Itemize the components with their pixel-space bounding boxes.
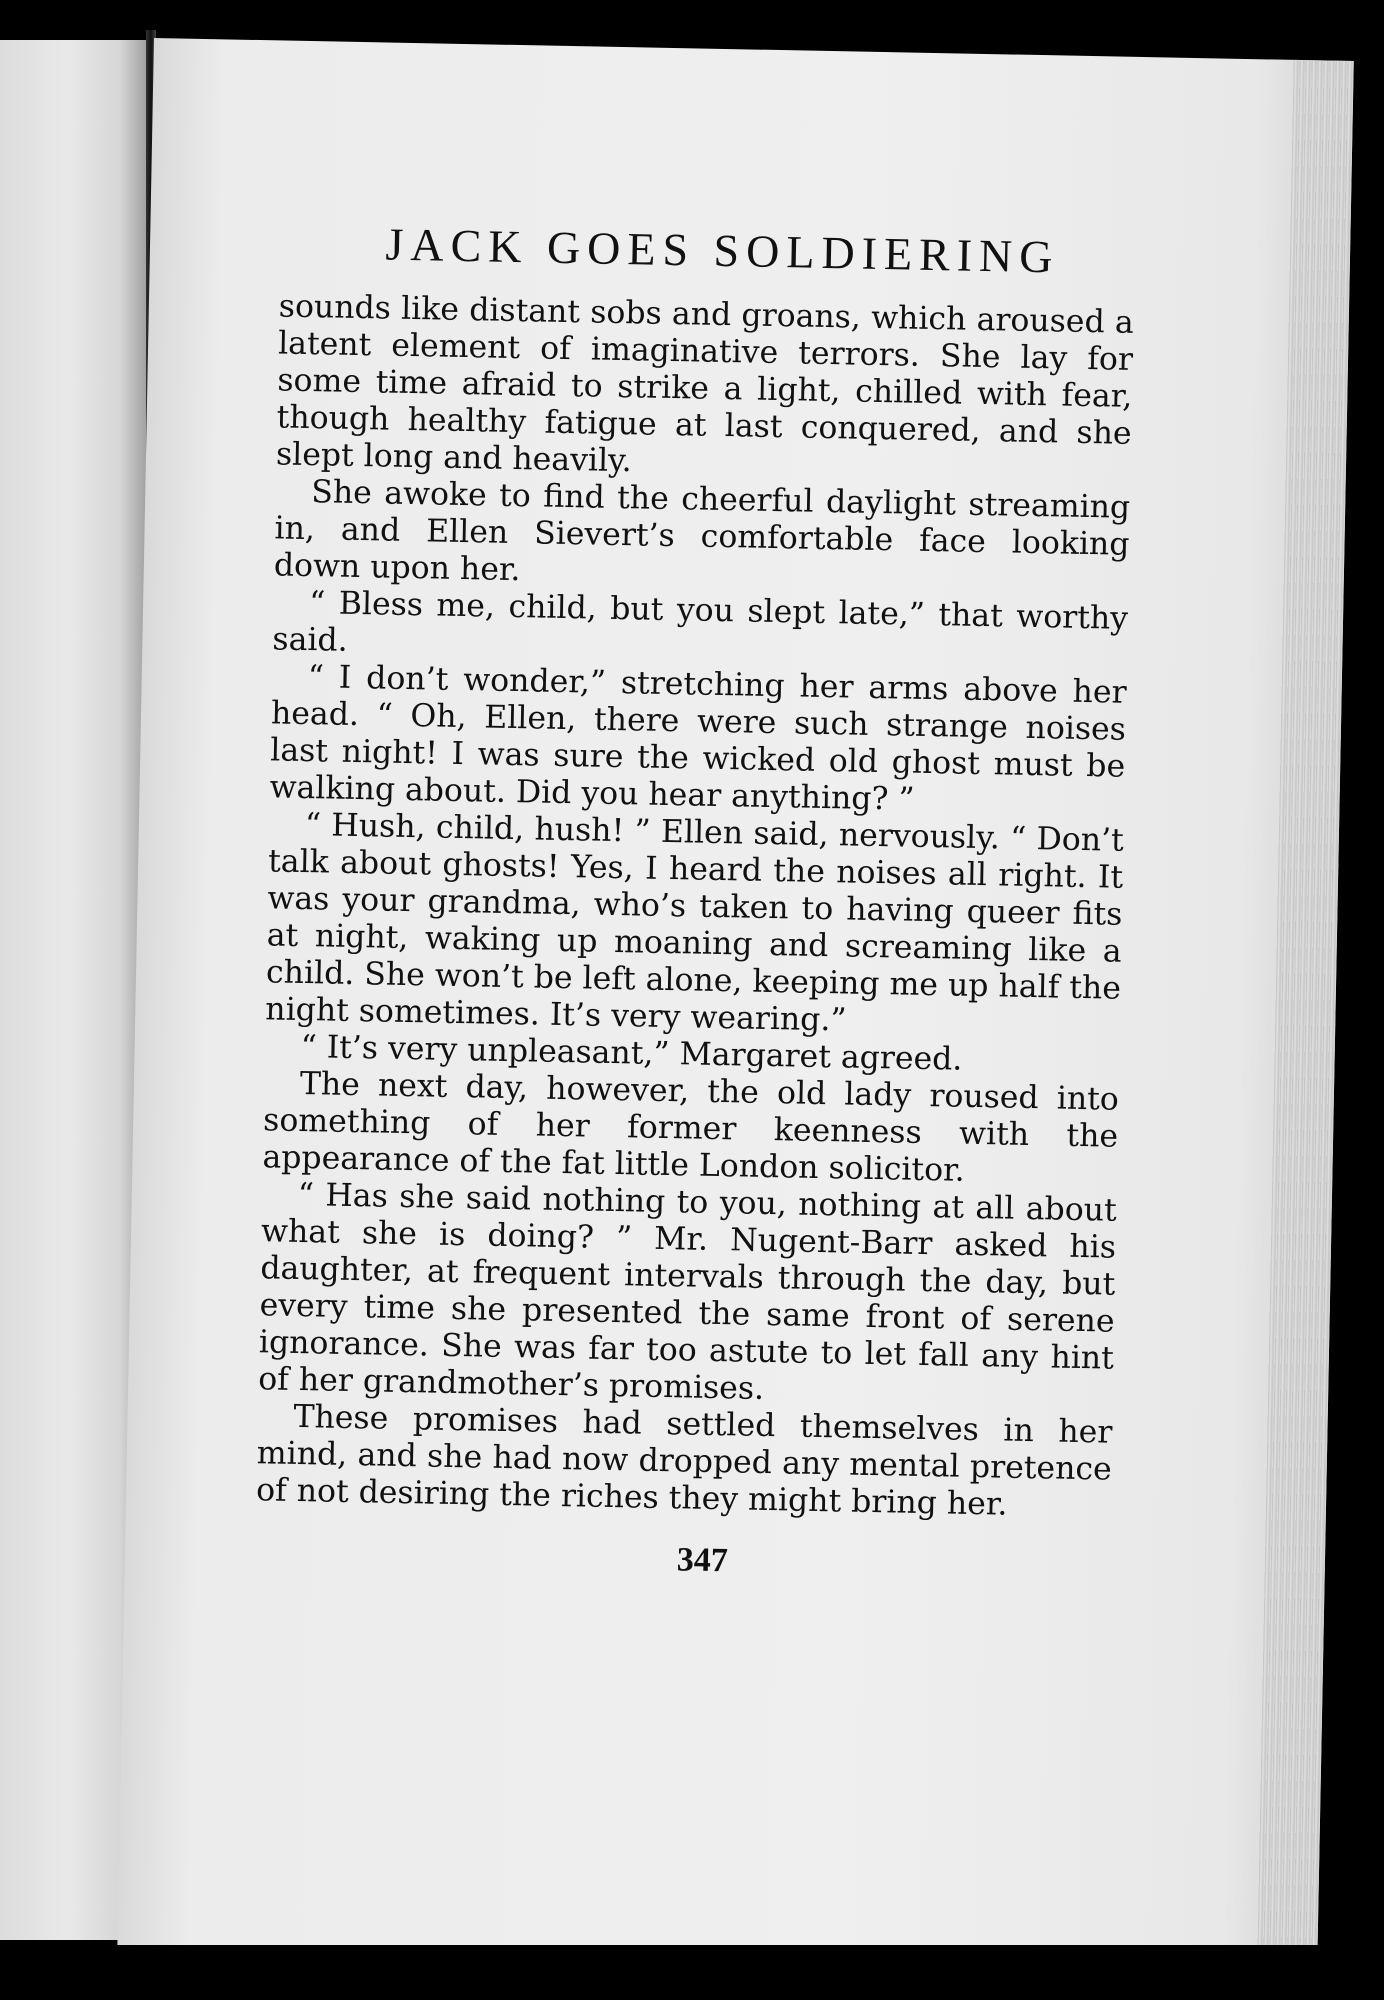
page-text-block — [255, 215, 1136, 1587]
paragraph-5: “ Hush, child, hush! ” Ellen said, nervously. “ Don’t talk about ghosts! Yes, I heard the noises all right. It was your grandma, who’s taken to having queer fits at night, waking up moaning and screaming like a child. She won’t be left alone, keeping me up half the night sometimes. It’s very wearing.” — [265, 807, 1125, 1039]
paragraph-3: “ Bless me, child, but you slept late,” that worthy said. — [272, 585, 1129, 659]
paragraph-2: She awoke to find the cheerful daylight streaming in, and Ellen Sievert’s comfortable face looking down upon her. — [273, 474, 1131, 589]
paragraph-7: The next day, however, the old lady roused into something of her former keenness with the appearance of the fat little London solicitor. — [262, 1065, 1120, 1189]
paragraph-4: “ I don’t wonder,” stretching her arms above her head. “ Oh, Ellen, there were such strange noises last night! I was sure the wicked old ghost must be walking about. Did you hear anything? ” — [269, 659, 1127, 818]
running-head: JACK GOES SOLDIERING — [385, 218, 1061, 283]
paragraph-9: These promises had settled themselves in her mind, and she had now dropped any mental pretence of not desiring the riches they might bring her. — [255, 1398, 1113, 1523]
book-page — [117, 38, 1354, 1976]
paragraph-1: sounds like distant sobs and groans, which aroused a latent element of imaginative terrors. She lay for some time afraid to strike a light, chilled with fear, though healthy fatigue at last conquered, and she slept long and heavily. — [275, 288, 1135, 480]
page-number: 347 — [676, 1541, 729, 1580]
scan-bottom-border — [0, 1945, 1384, 2000]
page-stack-edge — [1257, 60, 1354, 1976]
paragraph-6: “ It’s very unpleasant,” Margaret agreed. — [300, 1029, 963, 1078]
paragraph-8: “ Has she said nothing to you, nothing at all about what she is doing? ” Mr. Nugent-Barr asked his daughter, at frequent intervals through the day, but every time she presented the same front of serene ignorance. She was far too astute to let fall any hint of her grandmother’s promises. — [257, 1176, 1118, 1407]
